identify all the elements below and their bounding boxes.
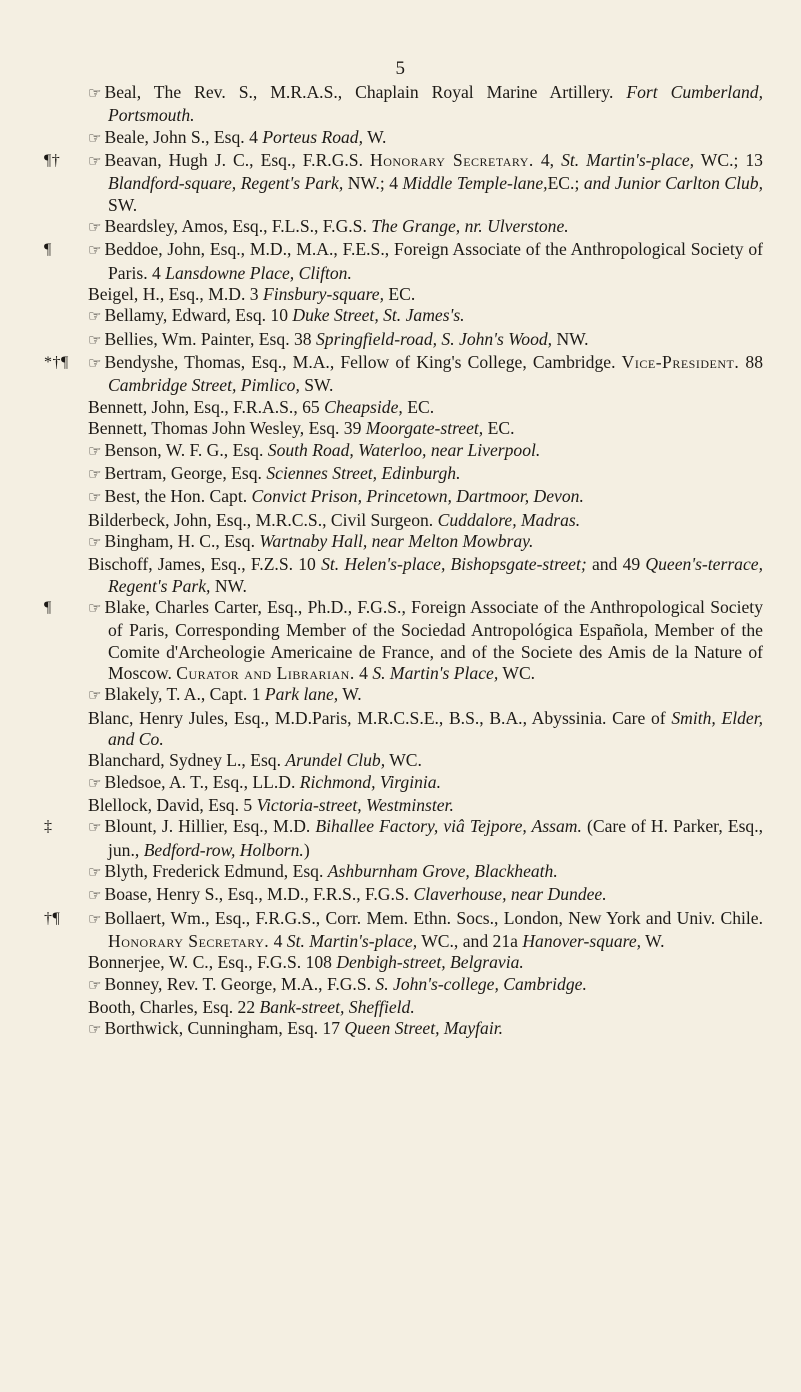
member-entry xyxy=(0,908,801,953)
entry-address: Ashburnham Grove, Blackheath. xyxy=(327,861,558,882)
entry-address: Fort Cumberland, Portsmouth. xyxy=(108,82,763,126)
entry-text: Bertram, George, Esq. xyxy=(104,462,267,483)
entry-address: South Road, Waterloo, near Liverpool. xyxy=(267,439,541,460)
member-entry xyxy=(0,974,801,997)
entry-address: Denbigh-street, Belgravia. xyxy=(336,952,524,973)
entry-address: Arundel Club, xyxy=(285,750,386,771)
member-entry xyxy=(0,397,801,418)
entry-address: Sciennes Street, Edinburgh. xyxy=(266,462,461,483)
entry-text: and 49 xyxy=(586,554,646,575)
entry-text: Beavan, Hugh J. C., Esq., F.R.G.S. xyxy=(104,150,371,171)
pointing-hand-icon: ☞ xyxy=(88,466,102,483)
member-entry xyxy=(0,150,801,216)
page-number: 5 xyxy=(395,58,406,79)
entry-marks: ¶ xyxy=(44,241,52,259)
member-entry xyxy=(0,486,801,509)
entry-text: ) xyxy=(303,839,310,860)
entry-marks: ¶† xyxy=(44,152,61,170)
entry-text: 4 xyxy=(354,662,373,683)
entry-address: Bihallee Factory, viâ Tejpore, Assam. xyxy=(315,816,582,837)
entry-text: Blellock, David, Esq. 5 xyxy=(88,795,257,815)
entry-address: Duke Street, St. James's. xyxy=(292,305,465,326)
pointing-hand-icon: ☞ xyxy=(88,977,102,994)
member-entry xyxy=(0,510,801,531)
entry-text: (Care of H. Parker, Esq., jun., xyxy=(108,816,764,860)
entry-address: Queen Street, Mayfair. xyxy=(344,1018,504,1039)
member-entry xyxy=(0,127,801,150)
member-entry xyxy=(0,708,801,751)
pointing-hand-icon: ☞ xyxy=(88,443,102,460)
member-entry xyxy=(0,305,801,328)
entry-text: SW. xyxy=(108,194,138,215)
entry-address: St. Martin's-place, xyxy=(561,150,695,171)
pointing-hand-icon: ☞ xyxy=(88,86,102,102)
entry-text: EC. xyxy=(383,284,416,305)
member-entry xyxy=(0,216,801,239)
entry-text: Bilderbeck, John, Esq., M.R.C.S., Civil Surgeon. xyxy=(88,509,438,530)
entry-address: Richmond, Virginia. xyxy=(299,771,441,792)
member-entry xyxy=(0,329,801,352)
pointing-hand-icon: ☞ xyxy=(88,534,102,551)
entry-office: Honorary Secretary. xyxy=(370,150,534,171)
entry-address: Convict Prison, Princetown, Dartmoor, Devon. xyxy=(251,486,584,507)
member-entry xyxy=(0,463,801,486)
member-entry xyxy=(0,418,801,439)
entry-office: Vice-President. xyxy=(621,352,740,373)
entry-text: Beddoe, John, Esq., M.D., M.A., F.E.S., Foreign Associate of the Anthropological Society of Paris. 4 xyxy=(104,239,763,283)
entry-text: Beale, John S., Esq. 4 xyxy=(104,126,263,147)
entry-text: Blount, J. Hillier, Esq., M.D. xyxy=(104,816,316,837)
entry-text: Boase, Henry S., Esq., M.D., F.R.S., F.G.S. xyxy=(104,884,414,905)
entry-office: Honorary Secretary. xyxy=(108,931,270,952)
entry-text: Blanchard, Sydney L., Esq. xyxy=(88,750,286,771)
member-entry xyxy=(0,597,801,684)
entry-address: Moorgate-street, xyxy=(365,418,484,439)
pointing-hand-icon: ☞ xyxy=(88,332,102,349)
member-entry xyxy=(0,352,801,397)
entry-text: Blyth, Frederick Edmund, Esq. xyxy=(104,861,328,882)
member-entry xyxy=(0,816,801,861)
entry-text: Best, the Hon. Capt. xyxy=(104,486,252,507)
entry-text: NW. xyxy=(552,328,589,349)
member-entry xyxy=(0,750,801,771)
entry-text: Bellies, Wm. Painter, Esq. 38 xyxy=(104,328,316,349)
entry-address: Bank-street, Sheffield. xyxy=(259,997,415,1018)
pointing-hand-icon: ☞ xyxy=(88,243,102,260)
entry-address: Middle Temple-lane, xyxy=(402,173,548,194)
entry-text: Bendyshe, Thomas, Esq., M.A., Fellow of King's College, Cambridge. xyxy=(104,352,622,373)
entry-text: W. xyxy=(362,126,387,147)
entry-address: Springfield-road, S. John's Wood, xyxy=(316,328,553,349)
entry-text: WC. xyxy=(498,662,536,683)
entry-text: SW. xyxy=(299,375,334,396)
entry-text: Benson, W. F. G., Esq. xyxy=(104,439,268,460)
pointing-hand-icon: ☞ xyxy=(88,1022,102,1039)
entry-text: EC. xyxy=(402,396,435,417)
member-entry xyxy=(0,952,801,973)
entry-text: W. xyxy=(641,931,665,952)
member-entry xyxy=(0,997,801,1018)
entry-text: Bingham, H. C., Esq. xyxy=(104,530,260,551)
entry-address: Bedford-row, Holborn. xyxy=(143,839,304,860)
member-entry xyxy=(0,772,801,795)
entry-address: Cheapside, xyxy=(324,396,403,417)
entry-text: NW. xyxy=(210,575,247,596)
member-entry xyxy=(0,440,801,463)
pointing-hand-icon: ☞ xyxy=(88,220,102,237)
pointing-hand-icon: ☞ xyxy=(88,600,102,617)
entry-address: Queen's-terrace, Regent's Park, xyxy=(108,554,763,596)
pointing-hand-icon: ☞ xyxy=(88,490,102,507)
entry-address: Smith, Elder, and Co. xyxy=(108,707,763,749)
entry-text: Booth, Charles, Esq. 22 xyxy=(88,997,260,1018)
entry-address: Lansdowne Place, Clifton. xyxy=(165,262,352,283)
member-entry xyxy=(0,795,801,816)
entry-text: Bischoff, James, Esq., F.Z.S. 10 xyxy=(88,554,322,575)
member-entry xyxy=(0,1018,801,1041)
entry-text: Blake, Charles Carter, Esq., Ph.D., F.G.S., Foreign Associate of the Anthropological Society of Paris, Corresponding Member of the Sociedad Antropológica Española, Member of the Comite d'Archeologie Americaine de France, and of the Societe des Amis de la Nature of Moscow. xyxy=(104,596,763,683)
entry-marks: ¶ xyxy=(44,598,52,616)
member-entry xyxy=(0,554,801,597)
entry-text: EC. xyxy=(483,418,515,439)
entry-address: The Grange, nr. Ulverstone. xyxy=(371,216,569,237)
pointing-hand-icon: ☞ xyxy=(88,309,102,326)
pointing-hand-icon: ☞ xyxy=(88,688,102,705)
pointing-hand-icon: ☞ xyxy=(88,865,102,882)
entry-office: Curator and Librarian. xyxy=(176,662,355,683)
pointing-hand-icon: ☞ xyxy=(88,356,102,373)
entry-text: Bonnerjee, W. C., Esq., F.G.S. 108 xyxy=(88,952,337,973)
entry-text: 4 xyxy=(269,931,287,952)
entry-address: Porteus Road, xyxy=(262,126,363,147)
entry-text: 88 xyxy=(739,352,763,373)
entry-text: Bollaert, Wm., Esq., F.R.G.S., Corr. Mem. Ethn. Socs., London, New York and Univ. Chile. xyxy=(104,907,763,928)
entry-address: Victoria-street, Westminster. xyxy=(256,795,454,815)
entry-text: W. xyxy=(338,684,362,705)
entry-address: Wartnaby Hall, near Melton Mowbray. xyxy=(259,530,534,551)
entry-text: Beal, The Rev. S., M.R.A.S., Chaplain Royal Marine Artillery. xyxy=(104,82,627,102)
entry-text: Beardsley, Amos, Esq., F.L.S., F.G.S. xyxy=(104,216,372,237)
entry-address: St. Martin's-place, xyxy=(286,931,418,952)
entry-address: Cuddalore, Madras. xyxy=(437,509,581,530)
entry-text: WC. xyxy=(385,750,422,771)
entry-text: Bennett, Thomas John Wesley, Esq. 39 xyxy=(88,418,366,439)
entry-address: Hanover-square, xyxy=(522,931,642,952)
entry-text: Beigel, H., Esq., M.D. 3 xyxy=(88,284,263,305)
entry-address: Finsbury-square, xyxy=(262,284,384,305)
member-entry xyxy=(0,684,801,707)
entry-marks: †¶ xyxy=(44,909,61,927)
entry-address: Blandford-square, Regent's Park, xyxy=(108,173,344,194)
pointing-hand-icon: ☞ xyxy=(88,775,102,792)
entry-text: WC., and 21a xyxy=(417,931,523,952)
entry-text: Blanc, Henry Jules, Esq., M.D.Paris, M.R.C.S.E., B.S., B.A., Abyssinia. Care of xyxy=(88,707,672,728)
member-entry xyxy=(0,239,801,284)
entry-address: S. Martin's Place, xyxy=(372,662,499,683)
entry-address: Cambridge Street, Pimlico, xyxy=(108,375,300,396)
member-entry xyxy=(0,861,801,884)
entry-marks: *†¶ xyxy=(44,354,69,372)
pointing-hand-icon: ☞ xyxy=(88,820,102,837)
member-entry xyxy=(0,284,801,305)
pointing-hand-icon: ☞ xyxy=(88,888,102,905)
member-list xyxy=(0,82,801,1042)
entry-address: St. Helen's-place, Bishopsgate-street; xyxy=(321,554,587,575)
entry-text: WC.; 13 xyxy=(694,150,763,171)
entry-text: Borthwick, Cunningham, Esq. 17 xyxy=(104,1018,345,1039)
member-entry xyxy=(0,884,801,907)
entry-text: Bellamy, Edward, Esq. 10 xyxy=(104,305,293,326)
entry-text: NW.; 4 xyxy=(343,173,403,194)
entry-text: Bonney, Rev. T. George, M.A., F.G.S. xyxy=(104,973,376,994)
entry-text: Bledsoe, A. T., Esq., LL.D. xyxy=(104,771,300,792)
member-entry xyxy=(0,531,801,554)
entry-text: 4, xyxy=(533,150,562,171)
entry-address: and Junior Carlton Club, xyxy=(583,173,763,194)
pointing-hand-icon: ☞ xyxy=(88,911,102,928)
pointing-hand-icon: ☞ xyxy=(88,154,102,171)
pointing-hand-icon: ☞ xyxy=(88,130,102,147)
entry-text: EC.; xyxy=(547,173,584,194)
member-entry xyxy=(0,82,801,127)
entry-address: Claverhouse, near Dundee. xyxy=(413,884,607,905)
entry-address: S. John's-college, Cambridge. xyxy=(375,973,587,994)
entry-text: Bennett, John, Esq., F.R.A.S., 65 xyxy=(88,396,325,417)
entry-text: Blakely, T. A., Capt. 1 xyxy=(104,684,265,705)
entry-address: Park lane, xyxy=(264,684,339,705)
entry-marks: ‡ xyxy=(44,818,53,836)
